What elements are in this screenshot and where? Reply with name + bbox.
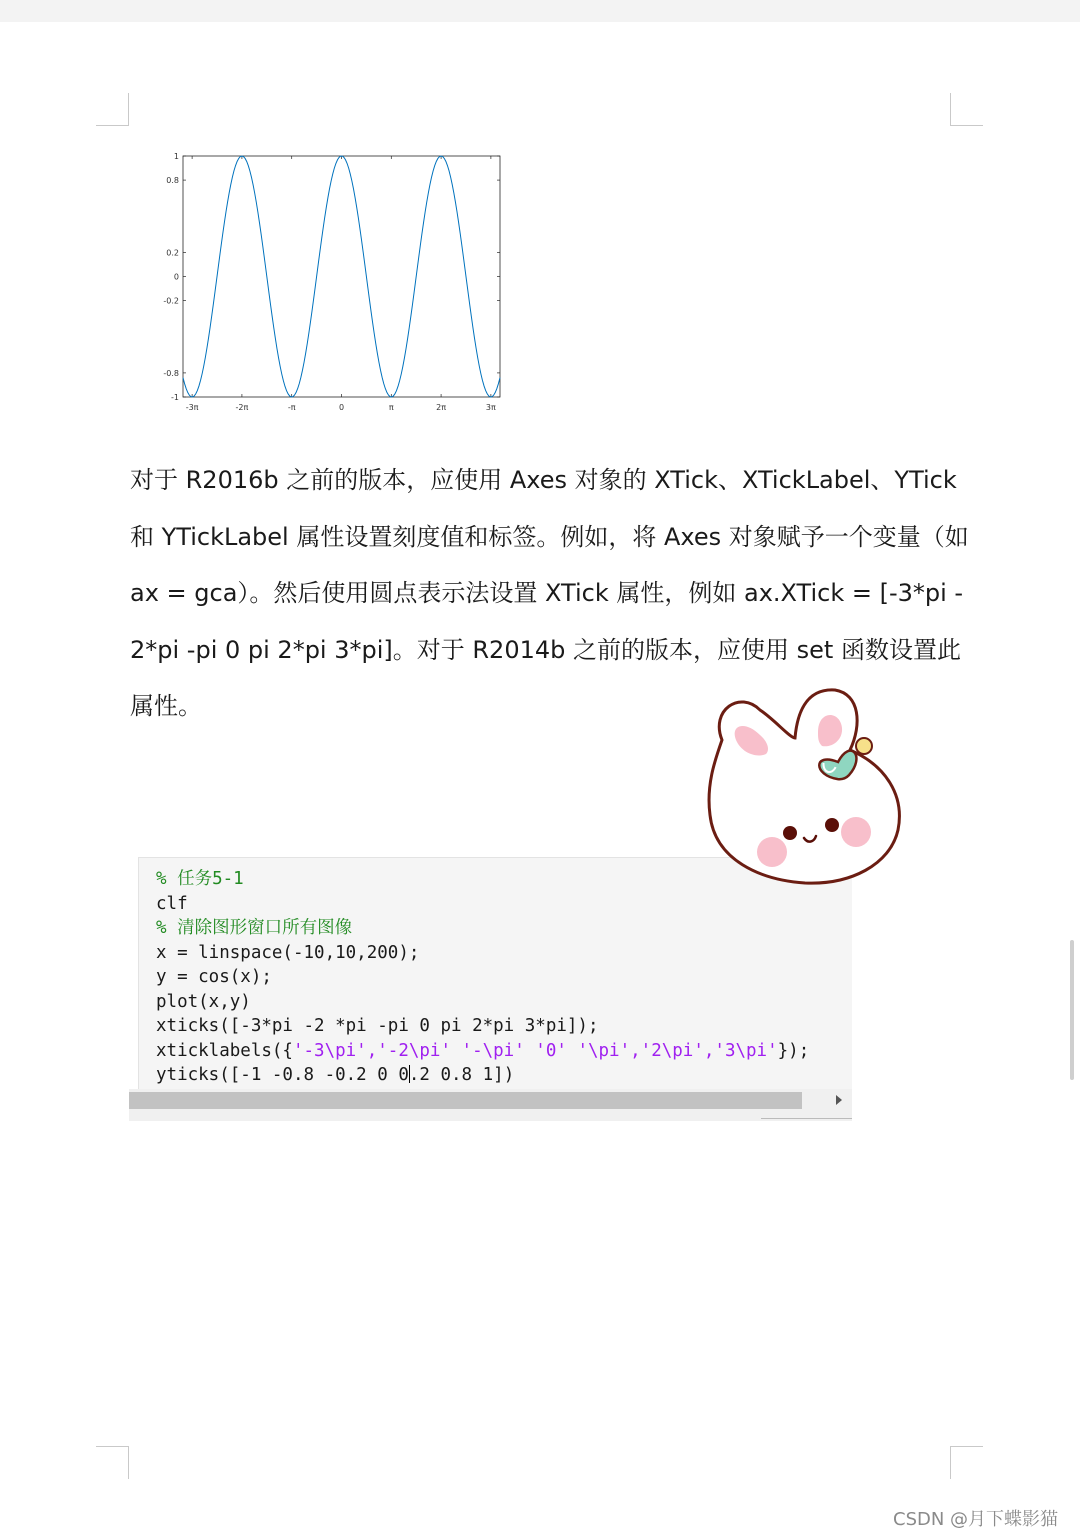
page-corner-mark [950, 93, 983, 126]
page-corner-mark [96, 1446, 129, 1479]
y-tick-label: -0.8 [163, 368, 179, 378]
code-line-comment: % 任务5-1 [156, 869, 244, 889]
paragraph-line: 属性。 [130, 692, 202, 720]
x-tick-label: -3π [185, 403, 199, 412]
page-corner-mark [950, 1446, 983, 1479]
y-tick-label: -0.2 [163, 296, 179, 306]
code-line [156, 1063, 852, 1088]
code-string: '-3\pi','-2\pi' '-\pi' '0' '\pi','2\pi','3\pi' [292, 1040, 778, 1061]
paragraph-line: 对于 R2016b 之前的版本，应使用 Axes 对象的 XTick、XTickLabel、YTick [130, 466, 957, 494]
x-tick-label: 2π [436, 403, 447, 412]
bunny-icon [700, 680, 910, 895]
plot-axes-box [183, 156, 500, 397]
y-tick-label: 0 [173, 272, 179, 282]
code-line: xticks([-3*pi -2 *pi -pi 0 pi 2*pi 3*pi]); [156, 1016, 599, 1036]
code-token: .2 0.8 1]) [408, 1065, 515, 1085]
code-line [156, 1039, 852, 1064]
y-tick-label: 0.8 [166, 176, 179, 186]
scroll-right-icon[interactable] [836, 1095, 842, 1105]
top-bar [0, 0, 1080, 22]
code-line-comment: % 清除图形窗口所有图像 [156, 918, 353, 938]
cosine-plot [150, 145, 510, 420]
watermark: CSDN @月下蝶影猫 [893, 1509, 1059, 1530]
scrollbar-thumb[interactable] [129, 1092, 802, 1109]
code-token: xticklabels({ [156, 1040, 293, 1061]
paragraph-line: 和 YTickLabel 属性设置刻度值和标签。例如，将 Axes 对象赋予一个变量（如 [130, 522, 969, 551]
x-tick-label: -π [287, 403, 296, 412]
scrollbar-divider [761, 1118, 852, 1119]
vertical-scrollbar[interactable] [1070, 940, 1074, 1080]
x-tick-label: -2π [235, 403, 249, 412]
y-tick-label: 0.2 [166, 248, 179, 258]
code-line: plot(x,y) [156, 991, 251, 1012]
page-corner-mark [96, 93, 129, 126]
y-tick-label: -1 [171, 393, 179, 402]
horizontal-scrollbar[interactable] [129, 1089, 852, 1121]
code-line: y = cos(x); [156, 967, 272, 987]
paragraph-line: ax = gca）。然后使用圆点表示法设置 XTick 属性，例如 ax.XTick = [-3*pi - [130, 579, 964, 607]
code-line: clf [156, 893, 188, 914]
code-token: yticks([-1 -0.8 -0.2 0 0 [156, 1065, 409, 1085]
code-token: }); [777, 1040, 810, 1061]
paragraph-line: 2*pi -pi 0 pi 2*pi 3*pi]。对于 R2014b 之前的版本，应使用 set 函数设置此 [130, 635, 961, 664]
x-tick-label: 3π [485, 403, 496, 412]
plot-svg [150, 145, 510, 420]
code-line: x = linspace(-10,10,200); [156, 942, 420, 963]
x-tick-label: 0 [338, 403, 345, 412]
y-tick-label: 1 [173, 152, 179, 161]
x-tick-label: π [388, 403, 394, 412]
bunny-sticker [700, 680, 910, 895]
